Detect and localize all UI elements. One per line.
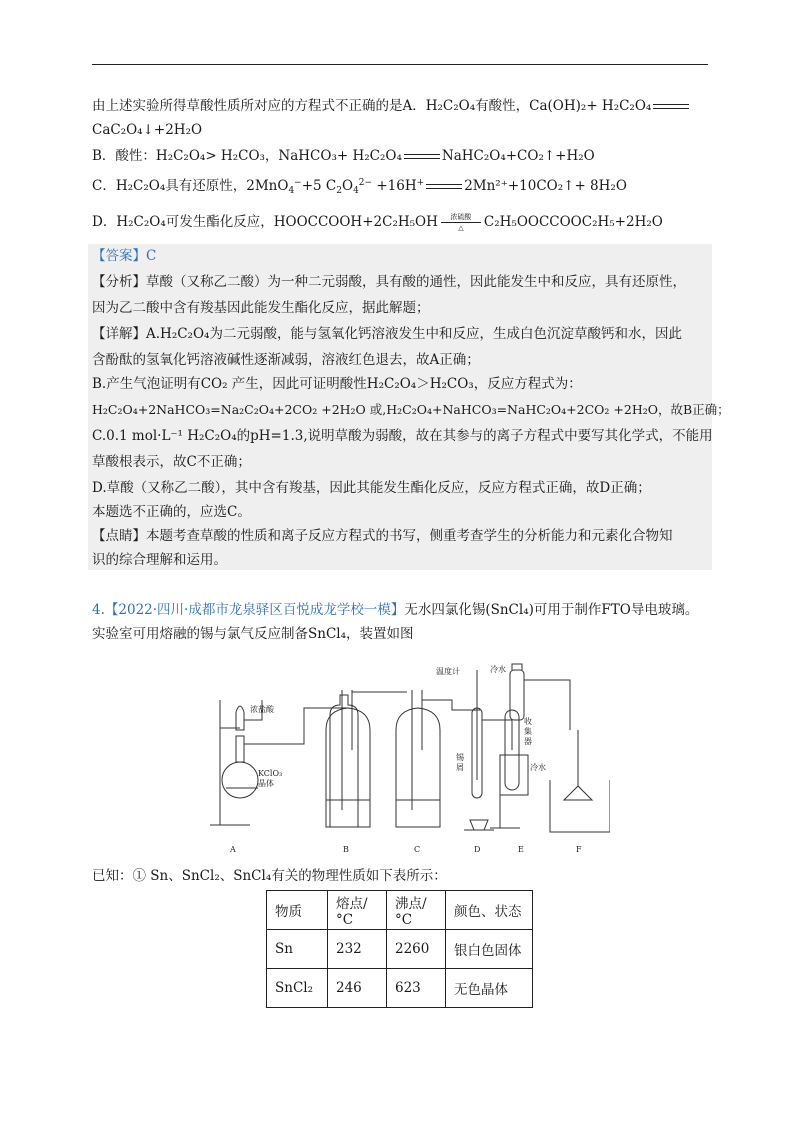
label-thermometer: 温度计 (436, 667, 460, 676)
equals-sign (404, 154, 440, 159)
option-c-text: H₂C₂O₄具有还原性，2 (115, 178, 255, 194)
properties-table (266, 890, 533, 1008)
analysis-line-1 (92, 272, 686, 292)
question-line-a (92, 96, 691, 116)
option-b-label: B． (92, 148, 116, 164)
option-d (92, 212, 663, 232)
option-b (92, 146, 595, 166)
comment-line-2: 识的综合理解和运用。 (92, 552, 227, 568)
label-collector-2: 集 (524, 727, 532, 736)
answer-value: C (146, 248, 157, 264)
label-hcl: 浓盐酸 (250, 705, 274, 714)
condition-top: 浓硫酸 (450, 213, 472, 221)
q4-number: 4. (92, 602, 105, 618)
detail-line-3: B.产生气泡证明有CO₂ 产生，因此可证明酸性H₂C₂O₄＞H₂CO₃，反应方程式为： (92, 376, 582, 392)
q4-line-2: 实验室可用熔融的锡与氯气反应制备SnCl₄，装置如图 (92, 626, 414, 642)
detail-line-2: 含酚酞的氢氧化钙溶液碱性逐渐减弱，溶液红色退去，故A正确； (92, 352, 480, 368)
label-kclo3: KClO₃ (258, 769, 283, 778)
table-cell: 无色晶体 (446, 969, 533, 1008)
option-b-text: 酸性：H₂C₂O₄> H₂CO₃，NaHCO₃+ H₂C₂O₄ (115, 148, 402, 164)
label-collector-3: 器 (524, 737, 532, 746)
table-row (267, 930, 533, 969)
detail-line-5: C.0.1 mol·L⁻¹ H₂C₂O₄的pH=1.3,说明草酸为弱酸，故在其参与的离子方程式中要写其化学式，不能用 (92, 428, 713, 444)
option-c-end: 2Mn²⁺+10CO₂↑+ 8H₂O (464, 178, 627, 194)
label-coldwater-side: 冷水 (530, 763, 546, 772)
comment-tag: 【点睛】 (92, 528, 146, 544)
answer-tag: 【答案】 (92, 248, 146, 264)
option-b-end: NaHC₂O₄+CO₂↑+H₂O (441, 148, 595, 164)
table-cell: 246 (328, 969, 387, 1008)
detail-line-1 (92, 324, 682, 344)
option-c-label: C． (92, 178, 116, 194)
option-a-label: A． (402, 98, 426, 114)
top-rule (92, 64, 708, 65)
permanganate: MnO$_4$−+5 $C_2O_4^{2-} +16H^+$ (254, 178, 425, 196)
table-cell: 2260 (387, 930, 446, 969)
condition-bottom: △ (458, 224, 464, 232)
answer-line (92, 246, 156, 266)
label-tin-2: 屑 (456, 763, 464, 772)
known-intro: 已知：① Sn、SnCl₂、SnCl₄有关的物理性质如下表所示： (92, 868, 447, 884)
question-stem: 由上述实验所得草酸性质所对应的方程式不正确的是 (92, 98, 403, 114)
option-a-text: H₂C₂O₄有酸性，Ca(OH)₂+ H₂C₂O₄ (425, 98, 652, 114)
table-header-row (267, 891, 533, 930)
apparatus-letter-e: E (518, 845, 524, 854)
option-d-text: H₂C₂O₄可发生酯化反应，HOOCCOOH+2C₂H₅OH (116, 214, 438, 230)
label-tin-1: 锡 (456, 753, 464, 762)
comment-line-1 (92, 526, 673, 546)
apparatus-letter-a: A (230, 845, 236, 854)
equals-sign (653, 104, 689, 109)
apparatus-letter-c: C (414, 845, 421, 854)
detail-line-6: 草酸根表示，故C不正确； (92, 454, 251, 470)
analysis-text-1: 草酸（又称乙二酸）为一种二元弱酸，具有酸的通性，因此能发生中和反应，具有还原性， (146, 274, 686, 290)
detail-tag: 【详解】 (92, 326, 146, 342)
option-d-label: D． (92, 214, 117, 230)
label-collector-1: 收 (524, 717, 532, 726)
detail-line-7: D.草酸（又称乙二酸），其中含有羧基，因此其能发生酯化反应，反应方程式正确，故D正确； (92, 480, 651, 496)
equals-sign (426, 184, 462, 189)
comment-text-1: 本题考查草酸的性质和离子反应方程式的书写，侧重考查学生的分析能力和元素化合物知 (146, 528, 673, 544)
table-cell: 623 (387, 969, 446, 1008)
table-row (267, 969, 533, 1008)
option-c (92, 176, 627, 196)
table-cell: 232 (328, 930, 387, 969)
q4-text-1: 无水四氯化锡(SnCl₄)可用于制作FTO导电玻璃。 (404, 602, 699, 618)
header-cell: 沸点/°C (387, 891, 446, 930)
table-cell: 银白色固体 (446, 930, 533, 969)
reaction-condition (441, 213, 481, 232)
option-a-continued: CaC₂O₄↓+2H₂O (92, 122, 203, 138)
detail-text-1: A.H₂C₂O₄为二元弱酸，能与氢氧化钙溶液发生中和反应，生成白色沉淀草酸钙和水，因此 (146, 326, 682, 342)
apparatus-letter-f: F (576, 845, 582, 854)
header-cell: 熔点/°C (328, 891, 387, 930)
detail-line-4: H₂C₂O₄+2NaHCO₃=Na₂C₂O₄+2CO₂ +2H₂O 或,H₂C₂O₄+NaHCO₃=NaHC₂O₄+2CO₂ +2H₂O，故B正确； (92, 402, 730, 417)
analysis-tag: 【分析】 (92, 274, 146, 290)
option-d-end: C₂H₅OOCCOOC₂H₅+2H₂O (483, 214, 663, 230)
q4-source: 【2022·四川·成都市龙泉驿区百悦成龙学校一模】 (104, 602, 405, 618)
table-cell: SnCl₂ (267, 969, 328, 1008)
detail-line-8: 本题选不正确的，应选C。 (92, 504, 251, 520)
label-crystal: 晶体 (258, 779, 274, 788)
analysis-line-2: 因为乙二酸中含有羧基因此能发生酯化反应，据此解题； (92, 300, 430, 316)
apparatus-letter-d: D (474, 845, 481, 854)
header-cell: 物质 (267, 891, 328, 930)
q4-line-1 (92, 600, 698, 620)
table-cell: Sn (267, 930, 328, 969)
apparatus-figure (200, 660, 610, 860)
label-coldwater-top: 冷水 (490, 665, 506, 674)
header-cell: 颜色、状态 (446, 891, 533, 930)
apparatus-letter-b: B (343, 845, 349, 854)
